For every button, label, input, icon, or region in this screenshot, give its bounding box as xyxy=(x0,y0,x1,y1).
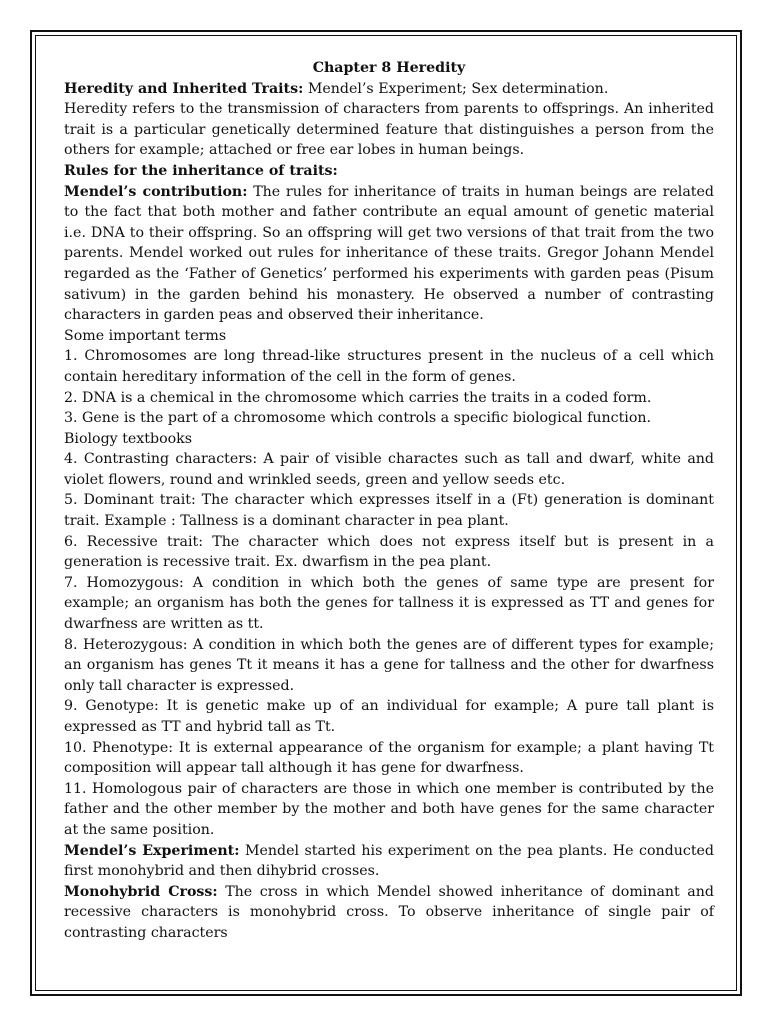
mendel-experiment-label: Mendel’s Experiment: xyxy=(64,842,240,859)
term-item: 4. Contrasting characters: A pair of visible charactes such as tall and dwarf, white and violet flowers, round and wrinkled seeds, green and yellow seeds etc. xyxy=(64,451,714,488)
rules-heading: Rules for the inheritance of traits: xyxy=(64,162,338,179)
term-item: 1. Chromosomes are long thread-like structures present in the nucleus of a cell which contain hereditary information of the cell in the form of genes. xyxy=(64,348,714,385)
term-item: 2. DNA is a chemical in the chromosome which carries the traits in a coded form. xyxy=(64,389,652,406)
heredity-definition: Heredity refers to the transmission of characters from parents to offsprings. An inherited trait is a particular genetically determined feature that distinguishes a person from the others for example; attached or free ear lobes in human beings. xyxy=(64,101,714,159)
term-item: 3. Gene is the part of a chromosome which controls a specific biological function. xyxy=(64,410,652,427)
mendel-experiment-text: Mendel started his experiment on the pea plants. He conducted first monohybrid and then dihybrid crosses. xyxy=(64,842,714,880)
monohybrid-cross-label: Monohybrid Cross: xyxy=(64,883,218,900)
term-item: 5. Dominant trait: The character which expresses itself in a (Ft) generation is dominant trait. Example : Tallness is a dominant character in pea plant. xyxy=(64,492,714,530)
monohybrid-cross-paragraph xyxy=(64,882,714,944)
term-item: 9. Genotype: It is genetic make up of an individual for example; A pure tall plant is expressed as TT and hybrid tall as Tt. xyxy=(64,698,714,735)
term-item: 10. Phenotype: It is external appearance of the organism for example; a plant having Tt composition will appear tall although it has gene for dwarfness. xyxy=(64,739,714,777)
term-item: 6. Recessive trait: The character which does not express itself but is present in a generation is recessive trait. Ex. dwarfism in the pea plant. xyxy=(64,533,714,571)
mendel-contribution-text: The rules for inheritance of traits in human beings are related to the fact that both mother and father contribute an equal amount of genetic material i.e. DNA to their offspring. So an offspring will get two versions of that trait from the two parents. Mendel worked out rules for inheritance of these traits. Gregor Johann Mendel regarded as the ‘Father of Genetics’ performed his experiments with garden peas (Pisum sativum) in the garden behind his monastery. He observed a number of contrasting characters in garden peas and observed their inheritance. xyxy=(64,183,714,324)
term-item: 8. Heterozygous: A condition in which both the genes are of different types for example; an organism has genes Tt it means it has a gene for tallness and the other for dwarfness only tall character is expressed. xyxy=(64,636,714,694)
term-item: 11. Homologous pair of characters are those in which one member is contributed by the father and the other member by the mother and both have genes for the same character at the same position. xyxy=(64,780,714,838)
intro-heading: Heredity and Inherited Traits: xyxy=(64,80,304,97)
intro-paragraph xyxy=(64,79,714,100)
rules-heading-line xyxy=(64,161,714,182)
term-item: Biology textbooks xyxy=(64,430,193,447)
chapter-title: Chapter 8 Heredity xyxy=(312,60,466,76)
monohybrid-cross-text: The cross in which Mendel showed inheritance of dominant and recessive characters is monohybrid cross. To observe inheritance of single pair of contrasting characters xyxy=(64,883,714,941)
mendel-contribution-label: Mendel’s contribution: xyxy=(64,183,248,200)
document-body xyxy=(64,58,714,944)
mendel-contribution-paragraph xyxy=(64,182,714,326)
term-item: 7. Homozygous: A condition in which both the genes of same type are present for example; an organism has both the genes for tallness it is expressed as TT and genes for dwarfness are written as tt. xyxy=(64,574,714,633)
intro-heading-rest: Mendel’s Experiment; Sex determination. xyxy=(303,80,609,97)
terms-heading: Some important terms xyxy=(64,327,227,344)
mendel-experiment-paragraph xyxy=(64,841,714,882)
